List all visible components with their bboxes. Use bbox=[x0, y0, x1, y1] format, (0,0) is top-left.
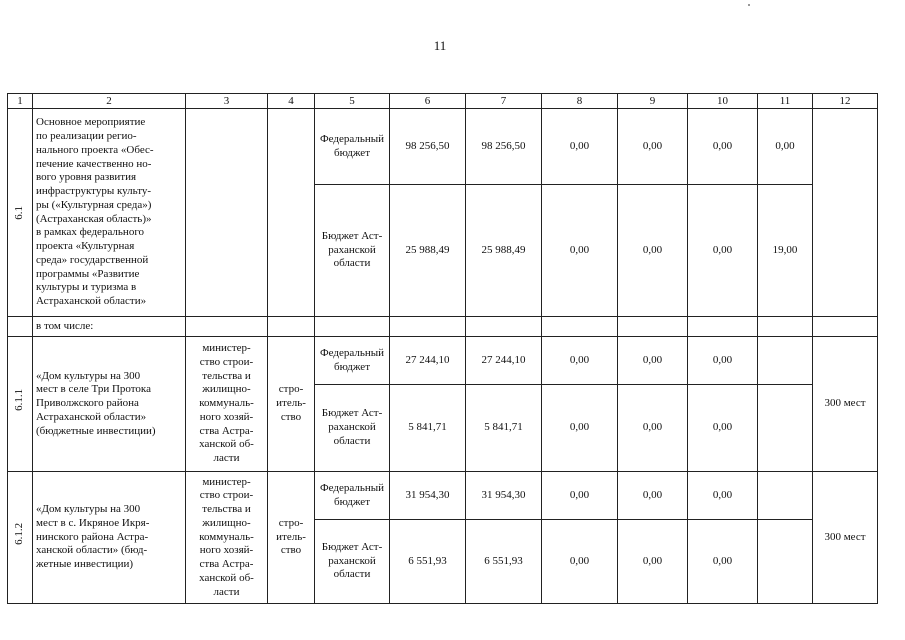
value-cell: 98 256,50 bbox=[390, 109, 466, 185]
empty-cell bbox=[758, 317, 813, 337]
budget-table bbox=[7, 93, 878, 604]
value-cell: 0,00 bbox=[688, 520, 758, 604]
header-cell: 5 bbox=[315, 94, 390, 109]
funding-source: Бюджет Аст- раханской области bbox=[315, 185, 390, 317]
expected-result: 300 мест bbox=[813, 337, 878, 472]
empty-cell bbox=[268, 317, 315, 337]
object-description: «Дом культуры на 300 мест в с. Икряное Икря- нинского района Астра- ханской области» (бюд- жетные инвестиции) bbox=[33, 472, 186, 604]
row-number-cell bbox=[8, 472, 33, 604]
value-cell: 0,00 bbox=[542, 472, 618, 520]
value-cell: 25 988,49 bbox=[390, 185, 466, 317]
header-row bbox=[8, 94, 878, 109]
value-cell: 0,00 bbox=[618, 109, 688, 185]
value-cell: 5 841,71 bbox=[390, 385, 466, 472]
header-cell: 11 bbox=[758, 94, 813, 109]
funding-source: Федеральный бюджет bbox=[315, 472, 390, 520]
empty-cell bbox=[758, 337, 813, 385]
row-number: 6.1.2 bbox=[13, 522, 26, 545]
value-cell: 0,00 bbox=[542, 109, 618, 185]
row-number-cell bbox=[8, 109, 33, 317]
header-cell: 2 bbox=[33, 94, 186, 109]
empty-cell bbox=[813, 317, 878, 337]
value-cell: 0,00 bbox=[618, 472, 688, 520]
expected-result: 300 мест bbox=[813, 472, 878, 604]
value-cell: 0,00 bbox=[542, 385, 618, 472]
empty-cell bbox=[758, 472, 813, 520]
value-cell: 6 551,93 bbox=[466, 520, 542, 604]
type-cell bbox=[268, 109, 315, 317]
page-number: 11 bbox=[433, 38, 447, 53]
value-cell: 0,00 bbox=[688, 185, 758, 317]
empty-cell bbox=[542, 317, 618, 337]
row-number: 6.1.1 bbox=[13, 389, 26, 411]
empty-cell bbox=[618, 317, 688, 337]
object-description: «Дом культуры на 300 мест в селе Три Протока Приволжского района Астраханской области» (бюджетные инвестиции) bbox=[33, 337, 186, 472]
responsible-agency: министер- ство строи- тельства и жилищно- коммуналь- ного хозяй- ства Астра- ханской об- ласти bbox=[186, 337, 268, 472]
empty-cell bbox=[758, 385, 813, 472]
funding-source: Федеральный бюджет bbox=[315, 337, 390, 385]
value-cell: 0,00 bbox=[542, 337, 618, 385]
value-cell: 0,00 bbox=[542, 520, 618, 604]
header-cell: 3 bbox=[186, 94, 268, 109]
table-row bbox=[8, 337, 878, 385]
row-number-cell bbox=[8, 337, 33, 472]
result-cell bbox=[813, 109, 878, 317]
header-cell: 9 bbox=[618, 94, 688, 109]
header-cell: 8 bbox=[542, 94, 618, 109]
work-type: стро- итель- ство bbox=[268, 472, 315, 604]
header-cell: 7 bbox=[466, 94, 542, 109]
header-cell: 1 bbox=[8, 94, 33, 109]
row-number: 6.1 bbox=[13, 205, 26, 220]
funding-source: Бюджет Аст- раханской области bbox=[315, 520, 390, 604]
header-cell: 6 bbox=[390, 94, 466, 109]
value-cell: 0,00 bbox=[688, 109, 758, 185]
value-cell: 27 244,10 bbox=[390, 337, 466, 385]
value-cell: 31 954,30 bbox=[390, 472, 466, 520]
responsible-agency: министер- ство строи- тельства и жилищно- коммуналь- ного хозяй- ства Астра- ханской об- ласти bbox=[186, 472, 268, 604]
value-cell: 0,00 bbox=[542, 185, 618, 317]
value-cell: 6 551,93 bbox=[390, 520, 466, 604]
value-cell: 0,00 bbox=[618, 185, 688, 317]
header-cell: 10 bbox=[688, 94, 758, 109]
empty-cell bbox=[466, 317, 542, 337]
value-cell: 0,00 bbox=[688, 472, 758, 520]
measure-description: Основное мероприятие по реализации регио- нального проекта «Обес- печение качественно но- вого уровня развития инфраструктуры культу- ры («Культурная среда») (Астраханская область)» в рамках федерального проекта «Культурная среда» государственной программы «Развитие культуры и туризма в Астраханской области» bbox=[33, 109, 186, 317]
funding-source: Бюджет Аст- раханской области bbox=[315, 385, 390, 472]
value-cell: 25 988,49 bbox=[466, 185, 542, 317]
funding-source: Федеральный бюджет bbox=[315, 109, 390, 185]
work-type: стро- итель- ство bbox=[268, 337, 315, 472]
value-cell: 31 954,30 bbox=[466, 472, 542, 520]
empty-cell bbox=[8, 317, 33, 337]
empty-cell bbox=[390, 317, 466, 337]
value-cell: 0,00 bbox=[688, 385, 758, 472]
empty-cell bbox=[688, 317, 758, 337]
table-row bbox=[8, 109, 878, 185]
agency-cell bbox=[186, 109, 268, 317]
value-cell: 5 841,71 bbox=[466, 385, 542, 472]
scan-speck bbox=[748, 4, 750, 6]
value-cell: 0,00 bbox=[618, 385, 688, 472]
empty-cell bbox=[315, 317, 390, 337]
table-row bbox=[8, 317, 878, 337]
including-label: в том числе: bbox=[33, 317, 186, 337]
header-cell: 12 bbox=[813, 94, 878, 109]
header-cell: 4 bbox=[268, 94, 315, 109]
table-row bbox=[8, 472, 878, 520]
value-cell: 0,00 bbox=[758, 109, 813, 185]
value-cell: 0,00 bbox=[618, 337, 688, 385]
value-cell: 27 244,10 bbox=[466, 337, 542, 385]
value-cell: 98 256,50 bbox=[466, 109, 542, 185]
value-cell: 0,00 bbox=[688, 337, 758, 385]
empty-cell bbox=[758, 520, 813, 604]
value-cell: 0,00 bbox=[618, 520, 688, 604]
value-cell: 19,00 bbox=[758, 185, 813, 317]
empty-cell bbox=[186, 317, 268, 337]
